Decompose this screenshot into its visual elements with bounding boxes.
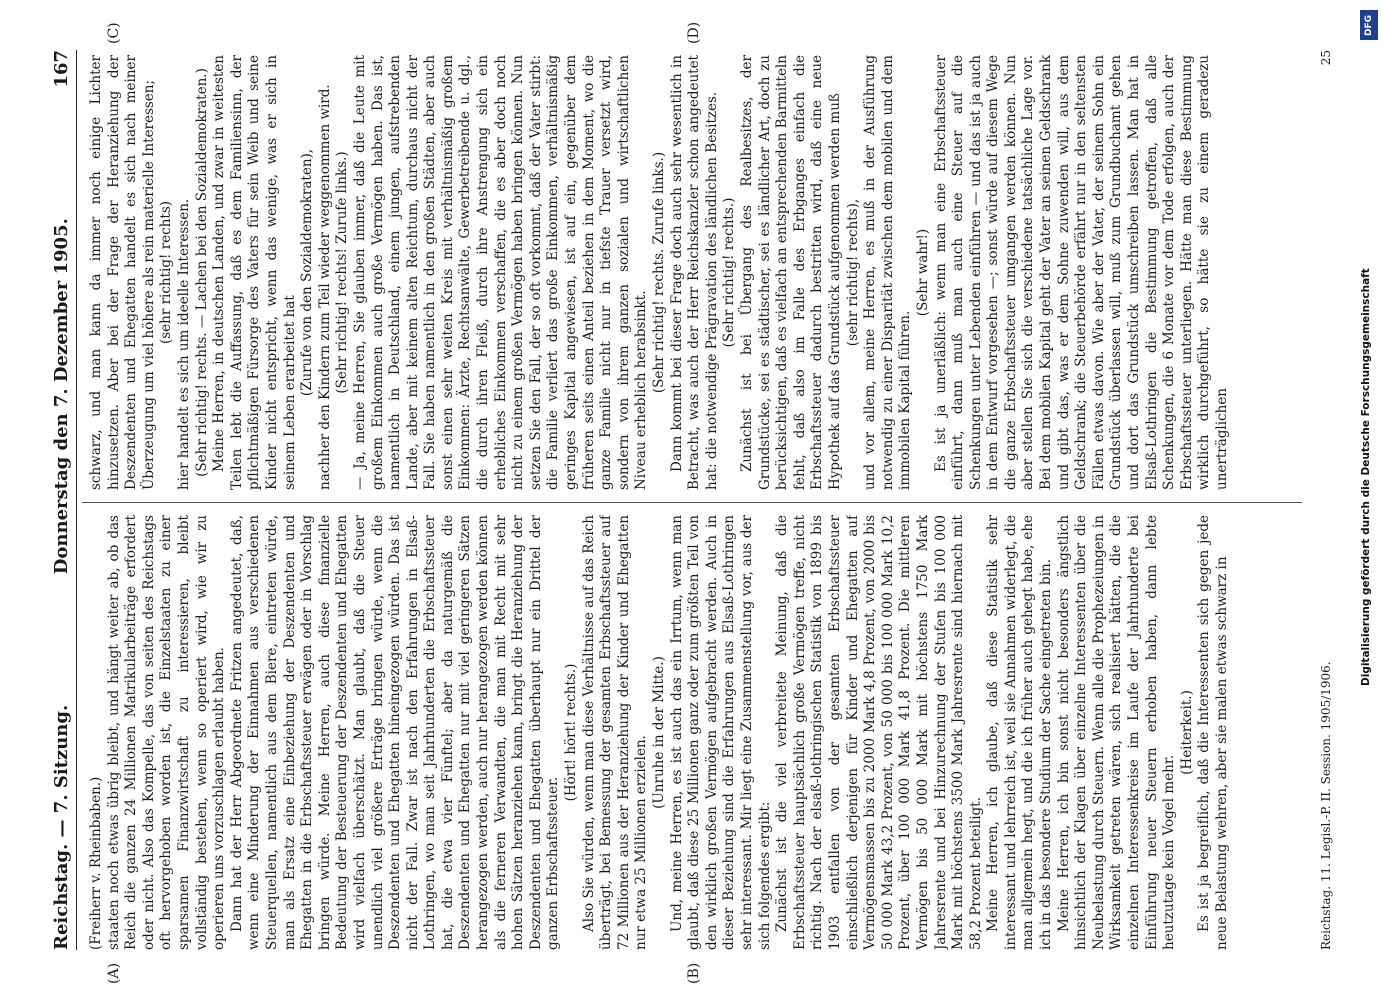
interjection: (Heiterkeit.)	[1178, 690, 1195, 775]
footer-citation: Reichstag. 11. Legisl.-P. II. Session. 1905/1906.	[1319, 661, 1333, 950]
paragraph: Also Sie würden, wenn man diese Verhältnisse auf das Reich überträgt, bei Bemessung der gesamten Erbschaftssteuer auf 72 Millionen aus der Heranziehung der Kinder und Ehegatten nur etwa 25 Millionen erzielen.	[580, 515, 650, 950]
paragraph: Und, meine Herren, es ist auch das ein Irrtum, wenn man glaubt, daß diese 25 Millionen ganz oder zum größten Teil von den wirklich großen Vermögen aufgebracht werden. Auch in dieser Beziehung sind die Erfahrungen aus Elsaß-Lothringen sehr interessant. Mir liegt eine Zusammenstellung vor, aus der sich folgendes ergibt:	[668, 515, 773, 950]
paragraph: Zunächst ist die viel verbreitete Meinung, daß die Erbschaftssteuer hauptsächlich große Vermögen treffe, nicht richtig. Nach der elsaß-lothringischen Statistik von 1899 bis 1903 entfallen von der gesamten Erbschaftssteuer einschließlich derjenigen für Kinder und Ehegatten auf Vermögensmassen bis zu 2000 Mark 4,8 Prozent, von 2000 bis 50 000 Mark 43,2 Prozent, von 50 000 bis 100 000 Mark 10,2 Prozent, über 100 000 Mark 41,8 Prozent. Die mittleren Vermögen bis 50 000 Mark mit höchstens 1750 Mark Jahresrente und bei Hinzurechnung der Stufen bis 100 000 Mark mit höchstens 3500 Mark Jahresrente sind hiernach mit 58,2 Prozent beteiligt.	[774, 515, 984, 950]
paragraph: Meine Herren, in deutschen Landen, und zwar in weitesten Teilen lebt die Auffassung, daß es dem Familiensinn, der pflichtmäßigen Fürsorge des Vaters für sein Weib und seine Kinder nicht entspricht, wenn das wenige, was er sich in seinem Leben erarbeitet hat	[211, 55, 298, 490]
margin-mark-c: (C)	[106, 22, 122, 44]
paragraph: Dann kommt bei dieser Frage doch auch sehr wesentlich in Betracht, was auch der Herr Reichskanzler schon angedeutet hat: die notwendige Prägravation des ländlichen Besitzes.	[668, 55, 720, 490]
page-footer	[1306, 50, 1346, 950]
header-date: Donnerstag den 7. Dezember 1905.	[50, 218, 72, 575]
paragraph: und vor allem, meine Herren, es muß in der Ausführung notwendig zu einer Disparität zwischen dem mobilen und dem immobilen Kapital führen.	[862, 55, 914, 490]
margin-mark-d: (D)	[686, 21, 702, 44]
speaker-label: (Freiherr v. Rheinbaben.)	[88, 776, 104, 950]
paragraph: Meine Herren, ich glaube, daß diese Statistik sehr interessant und lehrreich ist, weil sie Annahmen widerlegt, die man allgemein hegt, und die ich früher auch gehegt habe, ehe ich in das besondere Studium der Sache eingetreten bin.	[985, 515, 1055, 950]
page-number: 167	[50, 50, 72, 88]
rotated-page	[46, 21, 1356, 984]
interjection: (sehr richtig! rechts),	[844, 198, 861, 347]
dfg-side-strip	[1360, 10, 1378, 690]
left-column	[88, 515, 1298, 950]
paragraph: hier handelt es sich um ideelle Interessen.	[175, 198, 192, 490]
interjection: (Sehr richtig! rechts! Zurufe links.)	[334, 151, 351, 394]
interjection: (Unruhe in der Mitte.)	[651, 656, 667, 809]
margin-mark-a: (A)	[106, 962, 122, 984]
paragraph: nachher den Kindern zum Teil wieder weggenommen wird.	[316, 84, 333, 490]
column-divider	[82, 502, 1302, 503]
interjection: (Hört! hört! rechts.)	[563, 663, 580, 802]
signature-mark: 25	[1319, 50, 1333, 66]
interjection: (Sehr richtig! rechts.)	[721, 197, 738, 348]
interjection: (Sehr wahr!)	[914, 228, 931, 317]
paragraph: Dann hat der Herr Abgeordnete Fritzen angedeutet, daß, wenn eine Minderung der Einnahmen aus verschiedenen Steuerquellen, namentlich aus dem Biere, eintreten würde, man als Ersatz eine Einbeziehung der Deszendenten und Ehegatten in die Erbschaftssteuer erwägen oder in Vorschlag bringen würde. Meine Herren, auch diese finanzielle Bedeutung der Besteuerung der Deszendenten und Ehegatten wird vielfach überschätzt. Man glaubt, daß die Steuer unendlich viel größere Erträge bringen würde, wenn die Deszendenten und Ehegatten hineingezogen würden. Das ist nicht der Fall. Zwar ist nach den Erfahrungen in Elsaß-Lothringen, wo man seit Jahrhunderten die Erbschaftssteuer hat, die etwa vier Fünftel; aber da naturgemäß die Deszendenten und Ehegatten nur mit viel geringeren Sätzen herangezogen werden, auch nur herangezogen werden können als die ferneren Verwandten, die man mit Recht mit sehr hohen Sätzen heranziehen kann, bringt die Heranziehung der Deszendenten und Ehegatten überhaupt nur ein Drittel der ganzen Erbschaftssteuer.	[228, 515, 562, 950]
interjection: (Zurufe von den Sozialdemokraten),	[299, 148, 316, 397]
paragraph: — Ja, meine Herren, Sie glauben immer, daß die Leute mit großem Einkommen auch große Vermögen haben. Das ist, namentlich in Deutschland, einem jungen, aufstrebenden Lande, aber mit keinem alten Reichtum, durchaus nicht der Fall. Sie haben namentlich in den großen Städten, aber auch sonst einen sehr weiten Kreis mit verhältnismäßig großem Einkommen: Ärzte, Rechtsanwälte, Gewerbetreibende u. dgl., die durch ihren Fleiß, durch ihre Anstrengung sich ein erhebliches Einkommen verschaffen, die es aber doch noch nicht zu einem großen Vermögen haben bringen können. Nun setzen Sie den Fall, der so oft vorkommt, daß der Vater stirbt: die Familie verliert das große Einkommen, verhältnismäßig geringes Kapital angewiesen, ist auf ein, gegenüber dem früheren seits einen Anteil beziehen in dem Moment, wo die ganze Familie nicht nur in tiefste Trauer versetzt wird, sondern von ihrem ganzen sozialen und wirtschaftlichen Niveau erheblich herabsinkt.	[351, 55, 650, 490]
interjection: (Sehr richtig! rechts. — Lachen bei den Sozialdemokraten.)	[193, 68, 210, 477]
margin-mark-b: (B)	[686, 962, 702, 984]
paragraph: staaten noch etwas übrig bleibt, und hängt weiter ab, ob das Reich die ganzen 24 Millionen Matrikularbeiträge erfordert oder nicht. Also das Kompelle, das von seiten des Reichstags oft hervorgehoben worden ist, die Einzelstaaten zu einer sparsamen Finanzwirtschaft zu interessieren, bleibt vollständig bestehen, wenn so operiert wird, wie wir zu operieren uns vorzuschlagen erlaubt haben.	[105, 515, 228, 950]
paragraph: Es ist ja begreiflich, daß die Interessenten sich gegen jede neue Belastung wehren, aber sie malen etwas schwarz in	[1196, 515, 1230, 950]
dfg-logo: DFG	[1360, 10, 1378, 40]
right-column	[88, 55, 1298, 490]
paragraph: schwarz, und man kann da immer noch einige Lichter hinzusetzen. Aber bei der Frage der Heranziehung der Deszendenten und Ehegatten handelt es sich nach meiner Überzeugung um viel höhere als rein materielle Interessen;	[88, 55, 157, 490]
page-header	[46, 50, 77, 950]
paragraph: Zunächst ist bei Übergang des Realbesitzes, der Grundstücke, sei es städtischer, sei es ländlicher Art, doch zu berücksichtigen, daß es vielfach an entsprechenden Barmitteln fehlt, daß also im Falle des Erbganges einfach die Erbschaftssteuer dadurch bestritten wird, daß eine neue Hypothek auf das Grundstück aufgenommen werden muß	[738, 55, 843, 490]
interjection: (Sehr richtig! rechts. Zurufe links.)	[651, 151, 667, 394]
digitization-credit: Digitalisierung gefördert durch die Deutsche Forschungsgemeinschaft	[1360, 268, 1372, 686]
interjection: (sehr richtig! rechts)	[158, 200, 175, 345]
header-session: Reichstag. — 7. Sitzung.	[50, 704, 72, 950]
paragraph: Meine Herren, ich bin sonst nicht besonders ängstlich hinsichtlich der Klagen über einzelne Interessenten über die Neubelastung durch Steuern. Wenn alle die Prophezeiungen in Wirksamkeit getreten wären, sich realisiert hätten, die die einzelnen Interessenkreise im Laufe der Jahrhunderte bei Einführung neuer Steuern erhoben haben, dann lebte heutzutage kein Vogel mehr.	[1055, 515, 1178, 950]
paragraph: Es ist ja unerläßlich: wenn man eine Erbschaftssteuer einführt, dann muß man auch eine Steuer auf die Schenkungen unter Lebenden einführen — und das ist ja auch in dem Entwurf vorgesehen —; sonst würde auf diesem Wege die ganze Erbschaftssteuer umgangen werden können. Nun aber stellen Sie sich die verschiedene tatsächliche Lage vor. Bei dem mobilen Kapital geht der Vater an seinen Geldschrank und gibt das, was er dem Sohne zuwenden will, aus dem Geldschrank; die Steuerbehörde erfährt nur in den seltensten Fällen etwas davon. Wie aber der Vater, der seinem Sohn ein Grundstück überlassen will, muß zum Grundbuchamt gehen und dort das Grundstück umschreiben lassen. Man hat in Elsaß-Lothringen die Bestimmung getroffen, daß alle Schenkungen, die 6 Monate vor dem Tode erfolgen, auch der Erbschaftssteuer unterliegen. Hätte man diese Bestimmung wirklich durchgeführt, so hätte sie zu einem geradezu unerträglichen	[932, 55, 1230, 490]
